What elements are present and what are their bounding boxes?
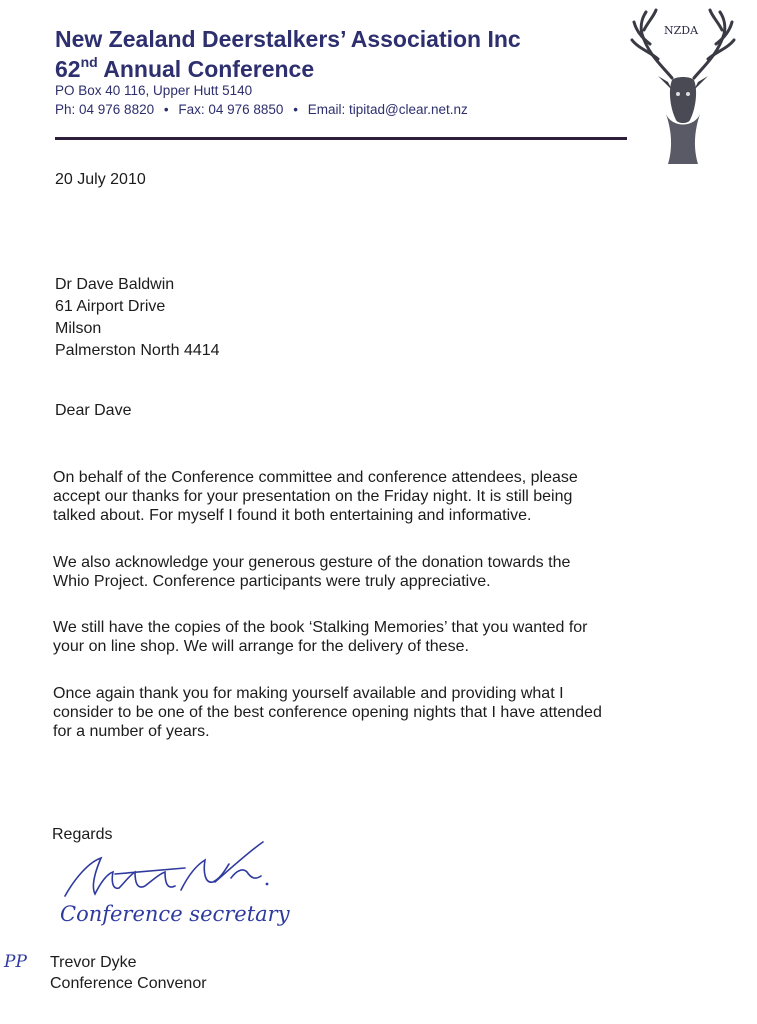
body-paragraph: [53, 684, 602, 741]
organization-name: New Zealand Deerstalkers’ Association Inc: [55, 26, 521, 52]
recipient-line: Milson: [55, 320, 102, 337]
body-paragraph: [53, 468, 578, 525]
recipient-line: Dr Dave Baldwin: [55, 276, 175, 293]
conference-title: [55, 54, 314, 83]
logo-text: NZDA: [664, 24, 699, 37]
recipient-line: Palmerston North 4414: [55, 342, 220, 359]
phone-number: Ph: 04 976 8820: [55, 102, 155, 117]
separator-dot: •: [293, 102, 298, 117]
nzda-stag-logo-icon: [628, 4, 738, 170]
recipient-line: 61 Airport Drive: [55, 298, 166, 315]
paragraph-line: consider to be one of the best conference opening nights that I have attended: [53, 704, 602, 721]
body-paragraph: [53, 618, 588, 656]
conference-number: 62: [55, 56, 81, 82]
handwritten-note: Conference secretary: [60, 902, 290, 926]
paragraph-line: accept our thanks for your presentation on the Friday night. It is still being: [53, 488, 573, 505]
paragraph-line: We still have the copies of the book ‘Stalking Memories’ that you wanted for: [53, 619, 588, 636]
salutation: Dear Dave: [55, 402, 132, 419]
paragraph-line: talked about. For myself I found it both entertaining and informative.: [53, 507, 532, 524]
handwritten-pp: PP: [4, 952, 27, 972]
email-address: Email: tipitad@clear.net.nz: [307, 102, 468, 117]
recipient-address: [55, 274, 220, 362]
header-rule: [55, 137, 627, 140]
fax-number: Fax: 04 976 8850: [178, 102, 284, 117]
signatory-name: Trevor Dyke: [50, 954, 137, 971]
paragraph-line: We also acknowledge your generous gesture of the donation towards the: [53, 554, 571, 571]
signatory-title: Conference Convenor: [50, 975, 207, 992]
separator-dot: •: [163, 102, 169, 117]
paragraph-line: On behalf of the Conference committee and conference attendees, please: [53, 469, 578, 486]
paragraph-line: your on line shop. We will arrange for the delivery of these.: [53, 638, 469, 655]
body-paragraph: [53, 553, 570, 591]
paragraph-line: Whio Project. Conference participants were truly appreciative.: [53, 573, 491, 590]
handwritten-signature: [55, 838, 285, 908]
conference-ordinal-suffix: nd: [80, 54, 98, 70]
postal-address: PO Box 40 116, Upper Hutt 5140: [55, 83, 253, 98]
conference-title-text: Annual Conference: [103, 56, 315, 82]
paragraph-line: for a number of years.: [53, 723, 210, 740]
closing: Regards: [52, 826, 113, 843]
paragraph-line: Once again thank you for making yourself available and providing what I: [53, 685, 564, 702]
letter-date: 20 July 2010: [55, 171, 146, 188]
contact-line: [55, 102, 468, 117]
